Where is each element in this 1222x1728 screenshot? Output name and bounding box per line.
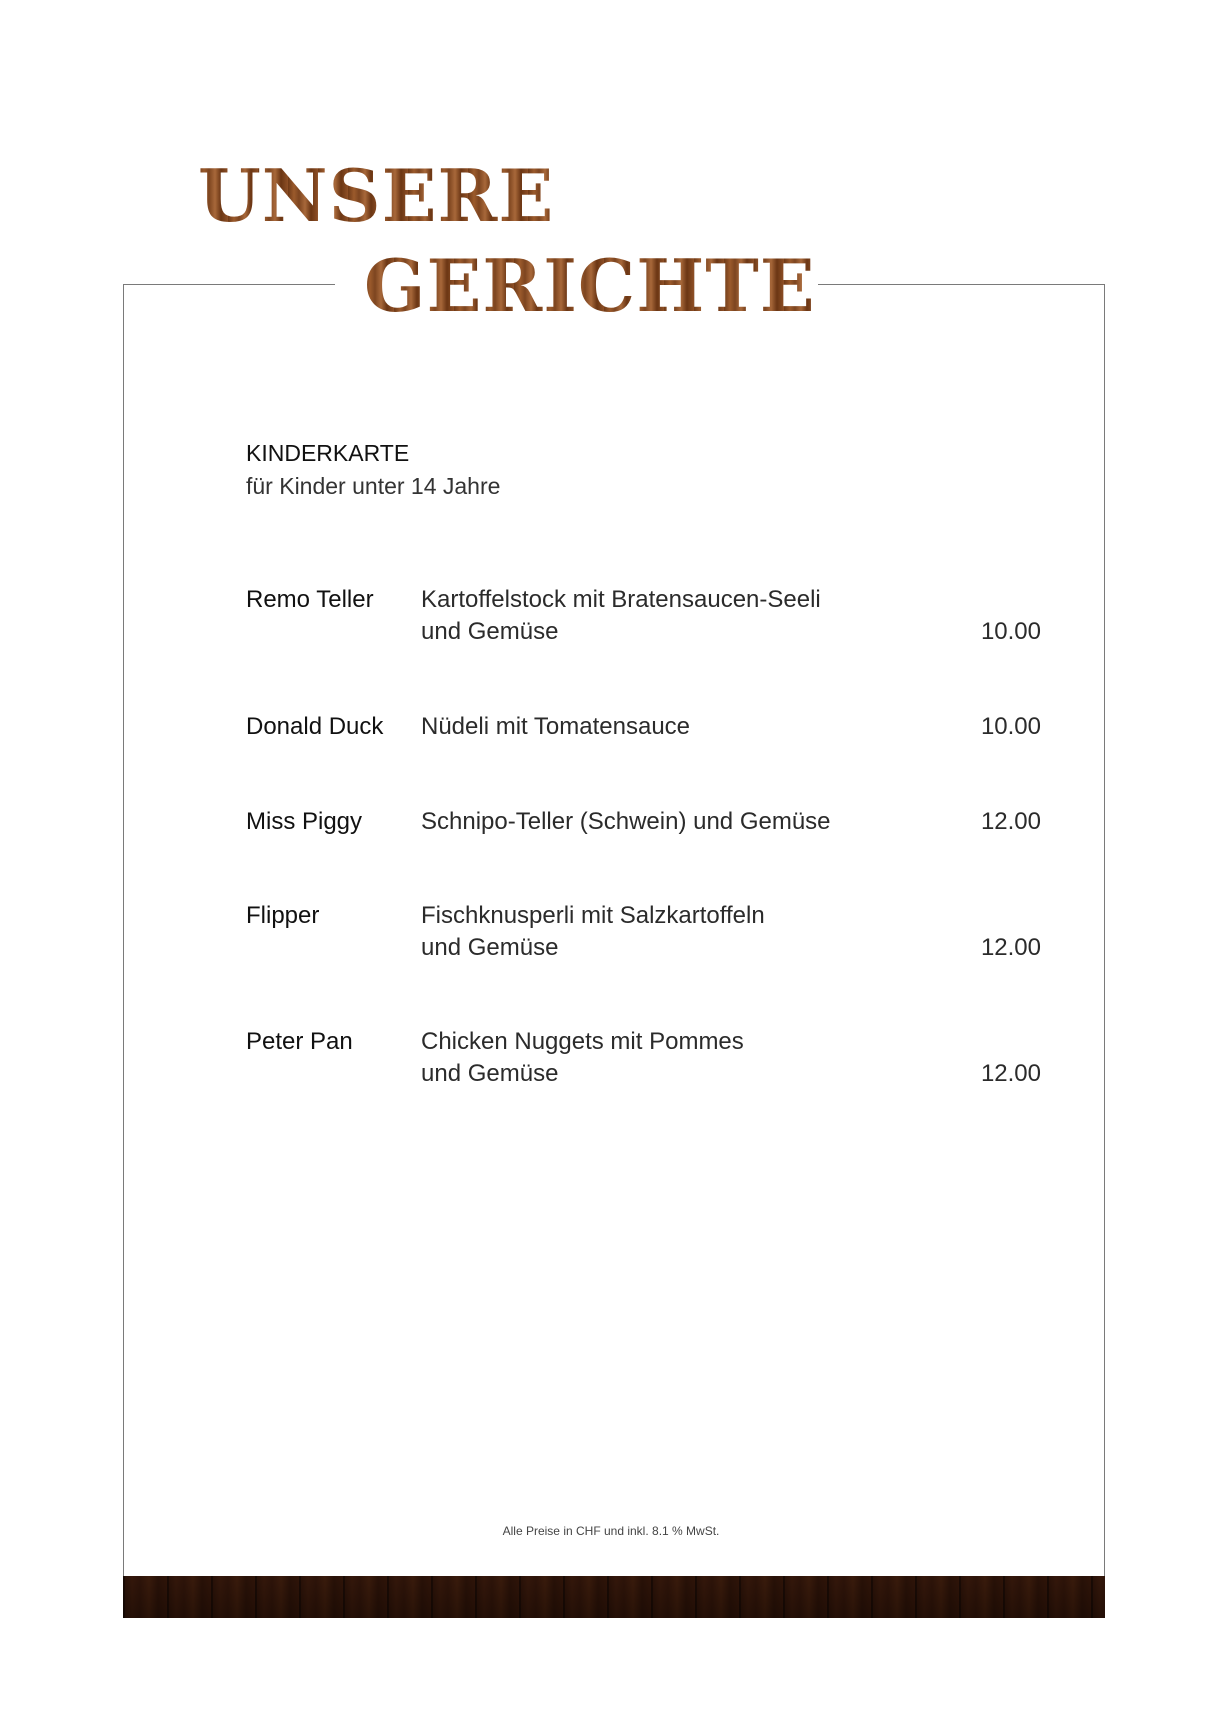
menu-item-description <box>421 1026 744 1090</box>
menu-item-name: Donald Duck <box>246 713 384 740</box>
page-title-line1: UNSERE <box>198 153 555 238</box>
menu-item-price: 12.00 <box>980 934 1041 961</box>
menu-item-description-line1: Chicken Nuggets mit Pommes <box>421 1028 744 1055</box>
menu-item-description <box>421 584 821 648</box>
menu-item-name: Peter Pan <box>246 1028 353 1055</box>
menu-item-price: 12.00 <box>980 808 1041 835</box>
menu-item-description-line1: Schnipo-Teller (Schwein) und Gemüse <box>421 808 831 835</box>
wood-footer-strip <box>123 1576 1105 1618</box>
menu-item-price: 12.00 <box>980 1060 1041 1087</box>
menu-item-description-line1: Kartoffelstock mit Bratensaucen-Seeli <box>421 586 821 613</box>
menu-item-description-line2: und Gemüse <box>421 934 559 961</box>
menu-item-description-line2: und Gemüse <box>421 618 559 645</box>
section-subheading: für Kinder unter 14 Jahre <box>246 473 501 499</box>
menu-item-price: 10.00 <box>980 713 1041 740</box>
frame-top-line-right <box>818 284 1105 285</box>
menu-item-description <box>421 900 765 964</box>
page-title-line2: GERICHTE <box>364 243 816 328</box>
menu-item-name: Miss Piggy <box>246 808 363 835</box>
menu-item-description-line2: und Gemüse <box>421 1060 559 1087</box>
menu-item-description <box>421 711 690 743</box>
menu-item-description-line1: Fischknusperli mit Salzkartoffeln <box>421 902 765 929</box>
menu-item-price: 10.00 <box>980 618 1041 645</box>
price-footnote: Alle Preise in CHF und inkl. 8.1 % MwSt. <box>502 1524 720 1538</box>
menu-item-description-line1: Nüdeli mit Tomatensauce <box>421 713 691 740</box>
section-heading: KINDERKARTE <box>246 440 410 466</box>
menu-item-name: Remo Teller <box>246 586 374 613</box>
frame-top-line-left <box>123 284 335 285</box>
menu-item-description <box>421 806 831 838</box>
menu-item-name: Flipper <box>246 902 320 929</box>
